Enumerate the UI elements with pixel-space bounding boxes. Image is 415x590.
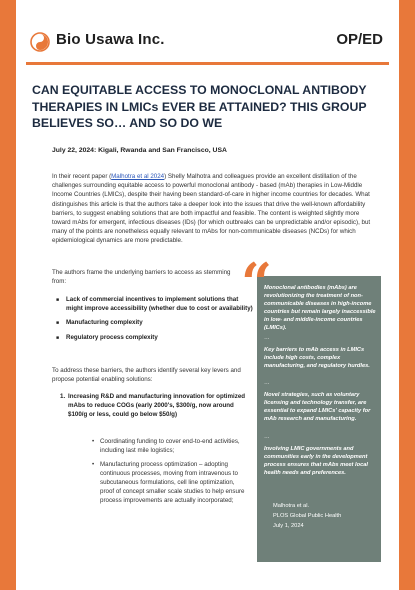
barrier-item: ■ Regulatory process complexity [56, 334, 256, 343]
lever-number: 1. [60, 393, 66, 400]
levers-intro: To address these barriers, the authors identify several key levers and propose potential enabling solutions: [52, 367, 241, 384]
pull-quote-sidebar [257, 276, 381, 562]
bio-usawa-logo-icon [30, 32, 50, 52]
brand-name: Bio Usawa Inc. [56, 31, 165, 48]
lever-subitems [100, 437, 248, 510]
citation-journal: PLOS Global Public Health [273, 513, 342, 519]
section-tag: OP/ED [336, 31, 383, 48]
barriers-intro: The authors frame the underlying barriers to access as stemming from: [52, 269, 231, 286]
barriers-list [56, 296, 256, 348]
quote-mark-icon: “ [241, 251, 273, 315]
sidebar-point: Monoclonal antibodies (mAbs) are revolutionizing the treatment of non-communicable diseases in high-income countries but remain largely inaccessible in low- and middle-income countries (LMICs). [264, 285, 376, 331]
sidebar-point: Key barriers to mAb access in LMICs include high costs, complex manufacturing, and regulatory hurdles. [264, 347, 370, 369]
citation-author: Malhotra et al. [273, 503, 310, 509]
intro-rest: ) Shelly Malhotra and colleagues provide an excellent distillation of the challenges surrounding equitable access to powerful monoclonal antibody - based (mAb) therapies in Low-Middle Income Countries (LMICs), despite their having been standard-of-care in higher income countries for decades. What distinguishes this article is that the authors take a deeper look into the issues that drive the well-known affordability barriers, to suggest enabling solutions that are both impactful and feasible. The content is weighted slightly more toward mAbs for emergent, infectious diseases (IDs) (for which outbreaks can be unpredictable and/or episodic), but many of the points are nonetheless equally relevant to mAbs for non-communicable diseases (NCDs) for which epidemiological dynamics are more predictable. [52, 173, 371, 245]
lever-subitem: • Coordinating funding to cover end-to-end activities, including last mile logistics; [100, 437, 248, 455]
document-page [16, 0, 399, 590]
article-title: CAN EQUITABLE ACCESS TO MONOCLONAL ANTIBODY THERAPIES IN LMICs EVER BE ATTAINED? THIS GROUP BELIEVES SO… AND SO DO WE [32, 83, 367, 130]
sidebar-separator: … [264, 434, 271, 440]
sidebar-separator: … [264, 335, 271, 341]
intro-lead: In their recent paper ( [52, 173, 112, 180]
citation-date: July 1, 2024 [273, 523, 304, 529]
lever-text: Increasing R&D and manufacturing innovation for optimized mAbs to reduce COGs (early 2000's, $300/g, now around $100/g or less, could go below $50/g) [68, 393, 246, 418]
header-divider [26, 62, 389, 65]
dateline: July 22, 2024: Kigali, Rwanda and San Francisco, USA [52, 147, 227, 154]
paper-link[interactable]: Malhotra et al 2024 [111, 173, 165, 180]
sidebar-point: Novel strategies, such as voluntary licensing and technology transfer, are essential to expand LMICs' capacity for mAb research and manufacturing. [264, 392, 371, 422]
lever-subitem: • Manufacturing process optimization – adopting continuous processes, moving from intravenous to subcutaneous formulations, cell line optimization, proof of concept smaller scale studies to help ensure process improvements are actually incorporated; [100, 460, 248, 505]
lever-item [60, 392, 250, 419]
sidebar-separator: … [264, 380, 271, 386]
barrier-item: ■ Manufacturing complexity [56, 319, 256, 328]
barrier-item: ■ Lack of commercial incentives to implement solutions that might improve accessibility (whether due to cost or availability) [56, 296, 256, 313]
intro-paragraph [52, 172, 374, 246]
sidebar-point: Involving LMIC governments and communities early in the development process ensures that mAbs meet local health needs and preferences. [264, 446, 368, 476]
